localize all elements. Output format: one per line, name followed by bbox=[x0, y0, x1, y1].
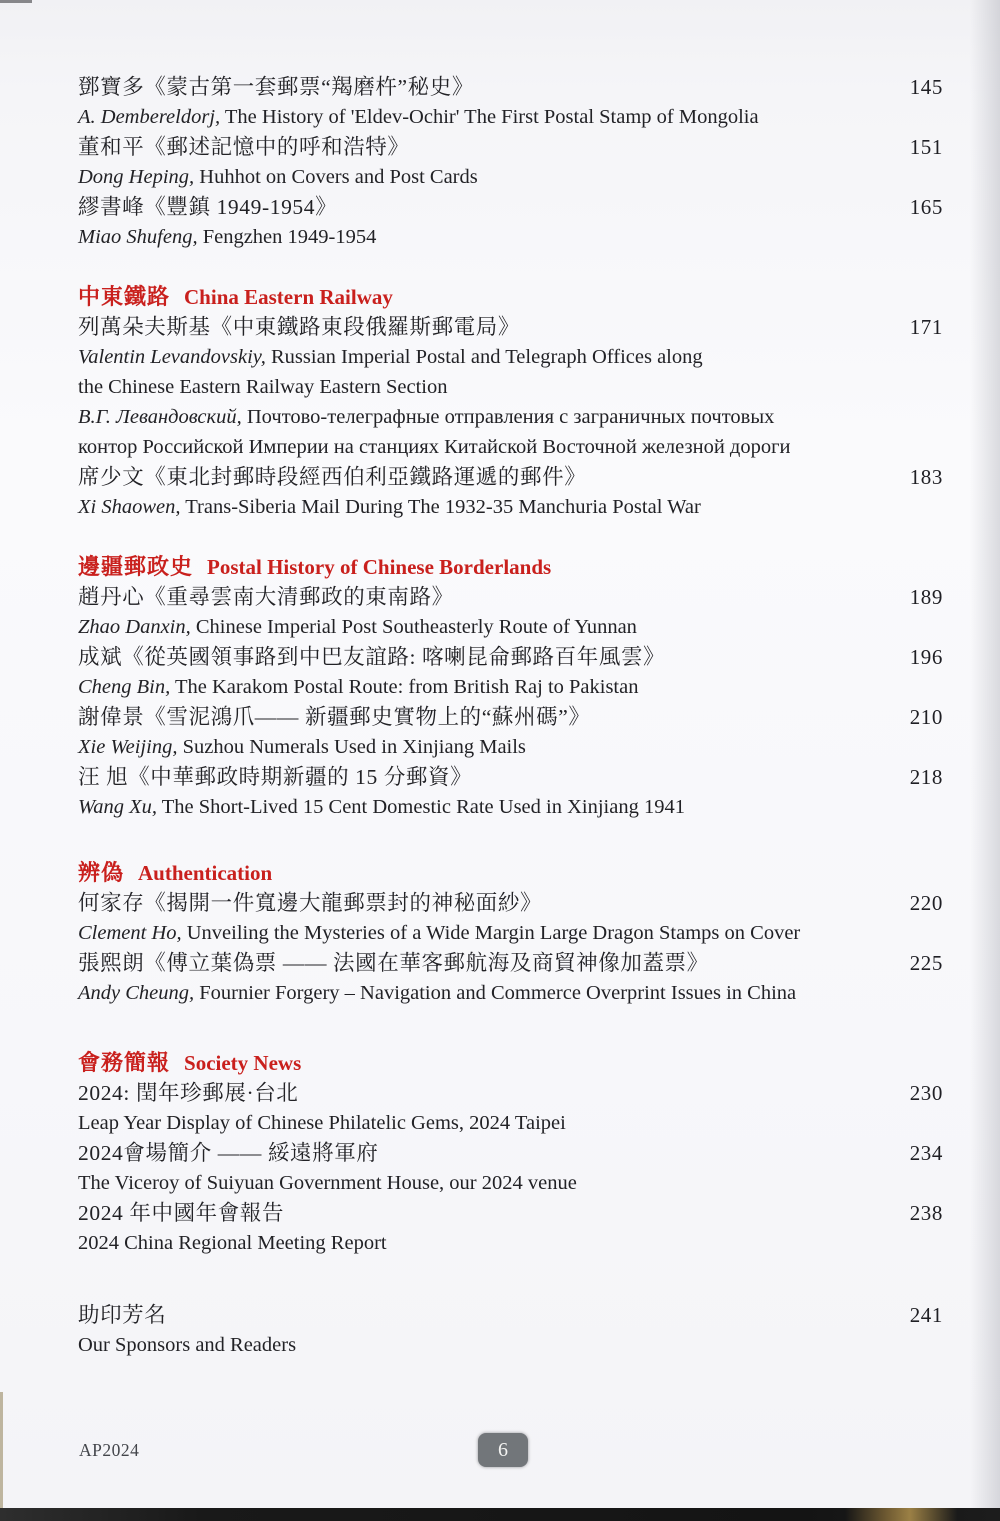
toc-author: В.Г. Левандовский, bbox=[78, 406, 242, 428]
section-heading-zh: 辨偽 bbox=[78, 860, 125, 885]
toc-author: Xi Shaowen, bbox=[78, 496, 181, 518]
toc-entry-title-en bbox=[78, 342, 943, 372]
toc-row bbox=[78, 1108, 943, 1138]
toc-group bbox=[78, 1300, 943, 1360]
toc-row bbox=[78, 1078, 943, 1108]
toc-author: A. Dembereldorj, bbox=[78, 106, 221, 128]
toc-row bbox=[78, 612, 943, 642]
toc-entry-title-en bbox=[78, 918, 943, 948]
toc-group bbox=[78, 858, 943, 1008]
toc-row bbox=[78, 72, 943, 102]
toc-entry-page: 225 bbox=[909, 951, 943, 975]
toc-author: Dong Heping, bbox=[78, 166, 195, 188]
toc-entry-title-zh: 2024: 閏年珍郵展·台北 bbox=[78, 1081, 299, 1105]
toc-entry-title-en bbox=[78, 222, 943, 252]
scan-corner-mark bbox=[0, 0, 32, 3]
toc-entry-title-en bbox=[78, 102, 943, 132]
toc-title-continuation: the Chinese Eastern Railway Eastern Section bbox=[78, 376, 448, 398]
toc-entry-title-zh: 謝偉景《雪泥鴻爪—— 新疆郵史實物上的“蘇州碼”》 bbox=[78, 705, 591, 729]
toc-row bbox=[78, 918, 943, 948]
toc-row bbox=[78, 342, 943, 372]
toc-entry-title-zh: 張熙朗《傅立葉偽票 —— 法國在華客郵航海及商貿神像加蓋票》 bbox=[78, 951, 709, 975]
toc-row bbox=[78, 132, 943, 162]
toc-entry-title-en bbox=[78, 978, 943, 1008]
toc-title-rest: Fengzhen 1949-1954 bbox=[197, 226, 377, 248]
toc-entry-title-zh: 席少文《東北封郵時段經西伯利亞鐵路運遞的郵件》 bbox=[78, 465, 587, 489]
toc-row bbox=[78, 582, 943, 612]
toc-title-rest: The Karakom Postal Route: from British Raj to Pakistan bbox=[170, 676, 639, 698]
toc-row bbox=[78, 888, 943, 918]
toc-row bbox=[78, 1168, 943, 1198]
toc-row bbox=[78, 162, 943, 192]
section-heading-zh: 會務簡報 bbox=[78, 1050, 171, 1075]
toc-entry-title-en bbox=[78, 672, 943, 702]
section-heading bbox=[78, 282, 943, 312]
toc-entry-title-zh: 董和平《郵述記憶中的呼和浩特》 bbox=[78, 135, 410, 159]
toc-title-rest: Почтово-телеграфные отправления с заграничных почтовых bbox=[241, 406, 775, 428]
toc-row bbox=[78, 642, 943, 672]
toc-row bbox=[78, 1198, 943, 1228]
toc-entry-title-zh: 2024 年中國年會報告 bbox=[78, 1201, 285, 1225]
toc-title-continuation: 2024 China Regional Meeting Report bbox=[78, 1232, 387, 1254]
scan-edge-line-left bbox=[0, 1392, 3, 1508]
toc-row bbox=[78, 492, 943, 522]
section-heading-en: China Eastern Railway bbox=[184, 285, 393, 309]
section-heading-en: Society News bbox=[184, 1051, 302, 1075]
toc-author: Miao Shufeng, bbox=[78, 226, 198, 248]
toc-row bbox=[78, 372, 943, 402]
toc-row bbox=[78, 732, 943, 762]
toc-title-rest: Suzhou Numerals Used in Xinjiang Mails bbox=[177, 736, 526, 758]
page-number-badge: 6 bbox=[478, 1433, 528, 1467]
toc-author: Xie Weijing, bbox=[78, 736, 178, 758]
toc-row bbox=[78, 978, 943, 1008]
toc-group bbox=[78, 282, 943, 522]
toc-title-continuation: Our Sponsors and Readers bbox=[78, 1334, 297, 1356]
toc-entry-page: 171 bbox=[909, 315, 943, 339]
toc-row bbox=[78, 222, 943, 252]
toc-group bbox=[78, 552, 943, 822]
toc-entry-title-en bbox=[78, 612, 943, 642]
section-heading bbox=[78, 858, 943, 888]
toc-author: Zhao Danxin, bbox=[78, 616, 191, 638]
toc-row bbox=[78, 672, 943, 702]
toc-entry-page: 151 bbox=[909, 135, 943, 159]
toc-title-rest: Chinese Imperial Post Southeasterly Route of Yunnan bbox=[190, 616, 637, 638]
toc-title-rest: Unveiling the Mysteries of a Wide Margin Large Dragon Stamps on Cover bbox=[181, 922, 801, 944]
toc-author: Cheng Bin, bbox=[78, 676, 171, 698]
toc-entry-title-zh: 成斌《從英國領事路到中巴友誼路: 喀喇昆侖郵路百年風雲》 bbox=[78, 645, 666, 669]
toc-row bbox=[78, 102, 943, 132]
toc-group bbox=[78, 1048, 943, 1258]
toc-entry-page: 230 bbox=[909, 1081, 943, 1105]
section-heading-zh: 邊疆郵政史 bbox=[78, 554, 194, 579]
toc-entry-page: 145 bbox=[909, 75, 943, 99]
toc-entry-title-zh: 趙丹心《重尋雲南大清郵政的東南路》 bbox=[78, 585, 454, 609]
section-heading bbox=[78, 1048, 943, 1078]
toc-author: Wang Xu, bbox=[78, 796, 157, 818]
section-heading-en: Authentication bbox=[138, 861, 273, 885]
toc-row bbox=[78, 462, 943, 492]
toc-entry-page: 238 bbox=[909, 1201, 943, 1225]
toc-entry-title-ru bbox=[78, 402, 943, 432]
toc-entry-title-en bbox=[78, 732, 943, 762]
section-heading-en: Postal History of Chinese Borderlands bbox=[207, 555, 552, 579]
toc-row bbox=[78, 792, 943, 822]
toc-entry-title-en bbox=[78, 162, 943, 192]
toc-row bbox=[78, 948, 943, 978]
toc-entry-page: 218 bbox=[909, 765, 943, 789]
toc-entry-title-zh: 助印芳名 bbox=[78, 1303, 167, 1327]
toc-entry-page: 210 bbox=[909, 705, 943, 729]
toc-entry-title-en bbox=[78, 492, 943, 522]
toc-row bbox=[78, 432, 943, 462]
toc-entry-title-zh: 2024會場簡介 —— 綏遠將軍府 bbox=[78, 1141, 379, 1165]
section-heading-zh: 中東鐵路 bbox=[78, 284, 171, 309]
scan-edge-bottom-accent bbox=[845, 1508, 963, 1521]
toc-entry-title-zh: 繆書峰《豐鎮 1949-1954》 bbox=[78, 195, 338, 219]
toc-entry-title-zh: 汪 旭《中華郵政時期新疆的 15 分郵資》 bbox=[78, 765, 473, 789]
toc-entry-page: 234 bbox=[909, 1141, 943, 1165]
toc-row bbox=[78, 1138, 943, 1168]
toc-entry-page: 241 bbox=[909, 1303, 943, 1327]
toc-entry-title-en bbox=[78, 792, 943, 822]
toc-entry-page: 196 bbox=[909, 645, 943, 669]
toc-entry-page: 183 bbox=[909, 465, 943, 489]
toc-row bbox=[78, 402, 943, 432]
toc-row bbox=[78, 702, 943, 732]
toc-title-rest: Huhhot on Covers and Post Cards bbox=[194, 166, 478, 188]
toc-row bbox=[78, 1330, 943, 1360]
toc-row bbox=[78, 1228, 943, 1258]
toc-entry-page: 165 bbox=[909, 195, 943, 219]
toc-title-continuation: The Viceroy of Suiyuan Government House, our 2024 venue bbox=[78, 1172, 577, 1194]
toc-entry-title-zh: 何家存《揭開一件寬邊大龍郵票封的神秘面紗》 bbox=[78, 891, 543, 915]
toc-group bbox=[78, 72, 943, 252]
toc-title-rest: The History of 'Eldev-Ochir' The First Postal Stamp of Mongolia bbox=[220, 106, 759, 128]
toc-title-continuation: Leap Year Display of Chinese Philatelic Gems, 2024 Taipei bbox=[78, 1112, 566, 1134]
toc-author: Andy Cheung, bbox=[78, 982, 195, 1004]
toc-author: Valentin Levandovskiy, bbox=[78, 346, 266, 368]
toc-title-continuation: контор Российской Империи на станциях Китайской Восточной железной дороги bbox=[78, 436, 791, 458]
toc-title-rest: Fournier Forgery – Navigation and Commerce Overprint Issues in China bbox=[194, 982, 797, 1004]
toc-row bbox=[78, 762, 943, 792]
toc-author: Clement Ho, bbox=[78, 922, 182, 944]
toc-entry-page: 189 bbox=[909, 585, 943, 609]
footer-journal-label: AP2024 bbox=[79, 1440, 140, 1460]
toc-title-rest: The Short-Lived 15 Cent Domestic Rate Used in Xinjiang 1941 bbox=[156, 796, 685, 818]
section-heading bbox=[78, 552, 943, 582]
toc-title-rest: Trans-Siberia Mail During The 1932-35 Manchuria Postal War bbox=[180, 496, 701, 518]
toc-row bbox=[78, 312, 943, 342]
toc-entry-title-zh: 列萬朵夫斯基《中東鐵路東段俄羅斯郵電局》 bbox=[78, 315, 521, 339]
toc-title-rest: Russian Imperial Postal and Telegraph Offices along bbox=[265, 346, 703, 368]
toc-entry-title-zh: 鄧寶多《蒙古第一套郵票“羯磨杵”秘史》 bbox=[78, 75, 474, 99]
toc-row bbox=[78, 192, 943, 222]
toc-row bbox=[78, 1300, 943, 1330]
toc-entry-page: 220 bbox=[909, 891, 943, 915]
